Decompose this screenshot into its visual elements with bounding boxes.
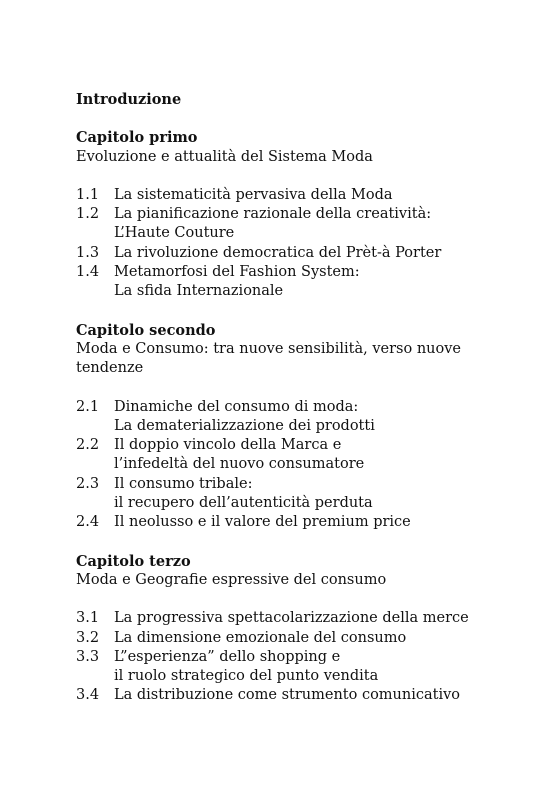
section-title-line: La dematerializzazione dei prodotti <box>114 417 375 434</box>
section-title <box>114 436 546 475</box>
section-title-line: La sfida Internazionale <box>114 283 284 300</box>
section-number: 2.1 <box>76 398 100 415</box>
section-title-line: l’infedeltà del nuovo consumatore <box>114 456 365 473</box>
section-title <box>114 686 546 705</box>
section-number: 1.1 <box>76 186 100 203</box>
section-number: 3.4 <box>76 687 100 704</box>
chapter-subtitle-line: Evoluzione e attualità del Sistema Moda <box>76 148 373 165</box>
chapter-1 <box>76 128 546 301</box>
section-title <box>114 648 546 687</box>
chapters-list <box>76 128 546 705</box>
chapter-title: Capitolo primo <box>76 129 198 147</box>
section-title <box>114 609 546 628</box>
section-item <box>76 686 546 705</box>
section-title-line: L”esperienza” dello shopping e <box>114 648 341 665</box>
section-number: 1.3 <box>76 244 100 261</box>
section-item <box>76 263 546 302</box>
chapter-subtitle-line: tendenze <box>76 360 144 377</box>
chapter-subtitle-line: Moda e Consumo: tra nuove sensibilità, verso nuove <box>76 340 462 357</box>
chapter-subtitle <box>76 148 546 167</box>
section-list <box>76 186 546 302</box>
section-title <box>114 475 546 514</box>
section-number: 1.4 <box>76 264 100 281</box>
section-title-line: La pianificazione razionale della creatività: <box>114 206 432 223</box>
section-title <box>114 263 546 302</box>
section-item <box>76 244 546 263</box>
section-title-line: La rivoluzione democratica del Prèt-à Porter <box>114 244 442 261</box>
chapter-subtitle <box>76 571 546 590</box>
section-title-line: Il consumo tribale: <box>114 475 253 492</box>
section-list <box>76 398 546 533</box>
section-item <box>76 513 546 532</box>
section-number: 1.2 <box>76 206 100 223</box>
section-title-line: Metamorfosi del Fashion System: <box>114 264 360 281</box>
chapter-2 <box>76 321 546 533</box>
section-title <box>114 629 546 648</box>
section-title-line: La progressiva spettacolarizzazione della merce <box>114 610 469 627</box>
section-title <box>114 205 546 244</box>
section-number: 2.2 <box>76 437 100 454</box>
section-number: 3.1 <box>76 610 100 627</box>
intro-heading: Introduzione <box>76 91 182 108</box>
table-of-contents <box>76 90 546 725</box>
chapter-title: Capitolo terzo <box>76 552 191 570</box>
section-title-line: il recupero dell’autenticità perduta <box>114 495 373 512</box>
section-item <box>76 205 546 244</box>
section-title-line: Il doppio vincolo della Marca e <box>114 437 342 454</box>
section-title <box>114 244 546 263</box>
section-title-line: La sistematicità pervasiva della Moda <box>114 186 393 203</box>
section-title-line: L’Haute Couture <box>114 225 235 242</box>
section-item <box>76 629 546 648</box>
section-list <box>76 609 546 705</box>
chapter-subtitle-line: Moda e Geografie espressive del consumo <box>76 571 387 588</box>
section-title-line: La dimensione emozionale del consumo <box>114 629 407 646</box>
section-number: 3.2 <box>76 629 100 646</box>
section-item <box>76 475 546 514</box>
section-title-line: il ruolo strategico del punto vendita <box>114 668 379 685</box>
section-title <box>114 513 546 532</box>
chapter-3 <box>76 552 546 706</box>
chapter-subtitle <box>76 340 546 379</box>
section-title-line: La distribuzione come strumento comunicativo <box>114 687 461 704</box>
section-title-line: Dinamiche del consumo di moda: <box>114 398 359 415</box>
section-title <box>114 186 546 205</box>
section-title-line: Il neolusso e il valore del premium price <box>114 514 411 531</box>
section-item <box>76 186 546 205</box>
section-number: 3.3 <box>76 648 100 665</box>
section-item <box>76 609 546 628</box>
section-number: 2.4 <box>76 514 100 531</box>
section-number: 2.3 <box>76 475 100 492</box>
section-item <box>76 648 546 687</box>
section-item <box>76 436 546 475</box>
chapter-title: Capitolo secondo <box>76 321 216 339</box>
section-item <box>76 398 546 437</box>
section-title <box>114 398 546 437</box>
